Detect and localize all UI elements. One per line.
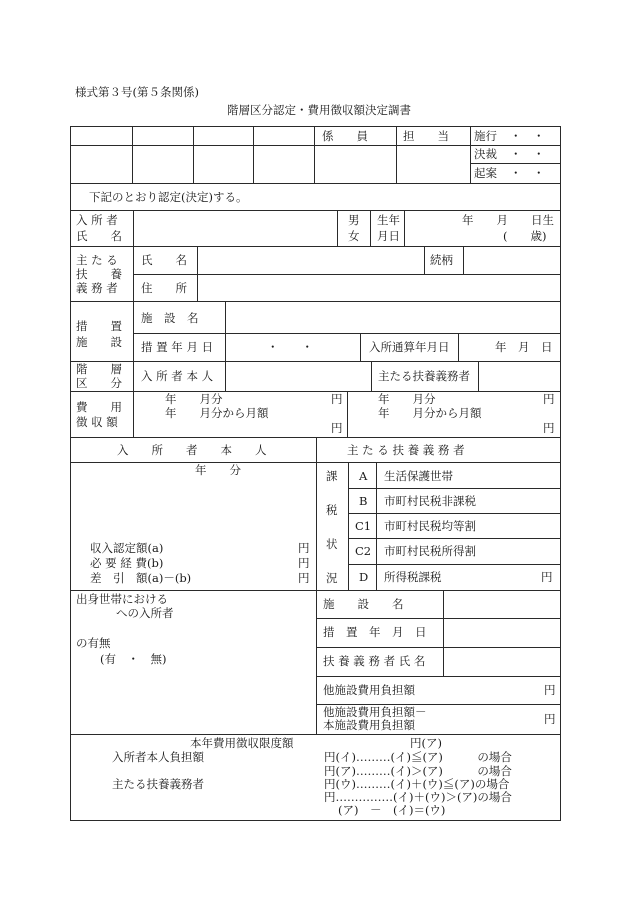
tax-label-3: 状 [326,537,338,551]
tax-code: A [359,469,368,483]
supporter-burden-label: 主たる扶養義務者 [112,777,204,791]
limit-title-suffix: 円(ア) [410,736,442,750]
limit-formula: (ア) － (イ)＝(ウ) [338,803,446,817]
presence-label: の有無 [76,636,111,650]
fee-label-1: 費 用 [76,400,122,414]
relation-label: 続柄 [430,253,453,267]
fee-left-yen2: 円 [331,421,343,435]
supporter-label-2: 扶 養 [76,267,122,281]
tier-supporter-label: 主たる扶養義務者 [378,369,470,383]
recognized-income-label: 収入認定額(a) [90,541,164,555]
sex-male: 男 [348,213,360,227]
other-placement-date-label: 措 置 年 月 日 [323,625,427,639]
charge-label: 担 当 [403,129,449,143]
fee-left-line2: 年 月分から月額 [165,406,269,420]
fee-right-yen2: 円 [543,421,555,435]
resident-burden-label: 入所者本人負担額 [112,750,204,764]
tier-resident-label: 入 所 者 本 人 [141,369,214,383]
enforce-label: 施行 [474,129,497,143]
limit-line: 円……………(イ)＋(ウ)＞(ア)の場合 [324,790,512,804]
draft-label: 起案 [474,166,497,180]
birth-label-2: 月日 [377,229,400,243]
other-facility-name-label: 施 設 名 [323,597,404,611]
net-income-label: 差 引 額(a)－(b) [90,571,192,585]
expenses-label: 必 要 経 費(b) [90,556,164,570]
tax-category-label: 市町村民税所得割 [384,544,476,558]
placement-label-2: 施 設 [76,335,122,349]
tax-category-label: 所得税課税 [384,570,442,584]
page-title: 階層区分認定・費用徴収額決定調書 [227,103,411,117]
income-resident-header: 入 所 者 本 人 [117,443,267,457]
tier-label-2: 区 分 [76,376,122,390]
draft-date: ・ ・ [510,166,545,180]
supporter-label-1: 主 た る [76,253,118,267]
limit-line: 円(イ)………(イ)≦(ア) の場合 [324,750,512,764]
birth-label-1: 生年 [377,213,400,227]
obligor-name-label: 扶 養 義 務 者 氏 名 [323,654,426,668]
tax-label-4: 況 [326,571,338,585]
age-field: ( 歳) [503,229,547,243]
tax-label-1: 課 [326,469,338,483]
fee-right-line1: 年 月分 [378,392,436,406]
other-fee-yen: 円 [544,683,556,697]
limit-line: 円(ア)………(イ)＞(ア) の場合 [324,764,512,778]
placement-date: ・ ・ [267,340,313,354]
sex-female: 女 [348,229,360,243]
decision-label: 決裁 [474,147,497,161]
recognized-income-yen: 円 [298,541,310,555]
total-date: 年 月 日 [495,340,553,354]
net-income-yen: 円 [298,571,310,585]
limit-line: 円(ウ)………(イ)＋(ウ)≦(ア)の場合 [324,777,510,791]
placement-date-label: 措 置 年 月 日 [141,340,214,354]
intro-text: 下記のとおり認定(決定)する。 [89,190,248,204]
tax-category-label: 生活保護世帯 [384,469,453,483]
other-fee-label: 他施設費用負担額 [323,683,415,697]
fee-left-yen1: 円 [331,392,343,406]
supporter-address-label: 住 所 [141,281,187,295]
income-tax-yen: 円 [541,570,553,584]
tier-label-1: 階 層 [76,362,122,376]
enforce-date: ・ ・ [510,129,545,143]
tax-category-label: 市町村民税非課税 [384,494,476,508]
other-fee-diff-yen: 円 [544,712,556,726]
presence-choice: (有 ・ 無) [100,652,167,666]
supporter-name-label: 氏 名 [141,253,187,267]
fee-right-yen1: 円 [543,392,555,406]
expenses-yen: 円 [298,556,310,570]
supporter-label-3: 義 務 者 [76,281,118,295]
fee-left-line1: 年 月分 [165,392,223,406]
form-number: 様式第３号(第５条関係) [75,85,199,99]
other-fee-diff-label-1: 他施設費用負担額－ [323,705,427,719]
facility-name-label: 施 設 名 [141,311,199,325]
resident-name-label-1: 入 所 者 [76,213,118,227]
tax-category-label: 市町村民税均等割 [384,519,476,533]
tax-code: D [359,570,369,584]
tax-code: B [359,494,368,508]
placement-label-1: 措 置 [76,319,122,333]
decision-date: ・ ・ [510,147,545,161]
tax-label-2: 税 [326,503,338,517]
tax-code: C1 [355,519,372,533]
origin-household-label: 出身世帯における [76,592,168,606]
tax-code: C2 [355,544,372,558]
fee-label-2: 徴 収 額 [76,415,118,429]
total-date-label: 入所通算年月日 [369,340,450,354]
staff-label: 係 員 [322,129,368,143]
form-border [71,127,561,821]
income-year: 年 分 [195,463,241,477]
limit-title: 本年費用徴収限度額 [190,736,294,750]
other-fee-diff-label-2: 本施設費用負担額 [323,718,415,732]
fee-right-line2: 年 月分から月額 [378,406,482,420]
origin-resident-label: への入所者 [116,606,174,620]
income-supporter-header: 主 た る 扶 養 義 務 者 [347,443,465,457]
resident-name-label-2: 氏 名 [76,229,122,243]
birth-date: 年 月 日生 [462,213,554,227]
